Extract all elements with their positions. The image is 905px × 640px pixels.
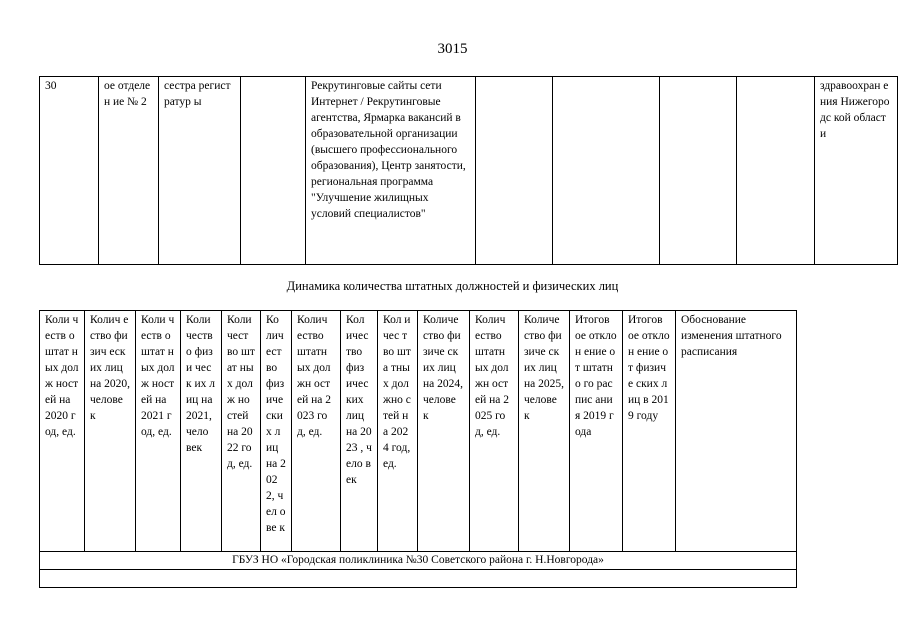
table-cell — [476, 77, 553, 265]
column-header: Кол ичес тво шта тны х дол жно стей на 2024 год, ед. — [378, 311, 418, 552]
column-header: Коли честв о штат ных долж ностей на 2020 год, ед. — [40, 311, 85, 552]
recruitment-sources-cell: Рекрутинговые сайты сети Интернет / Рекрутинговые агентства, Ярмарка вакансий в образовательной организации (высшего профессионального образования), Центр занятости, региональная программа "Улучшение жилищных условий специалистов" — [306, 77, 476, 265]
section-heading: Динамика количества штатных должностей и физических лиц — [286, 279, 619, 293]
table-row — [40, 77, 898, 265]
column-header: Коли чест во штат ных долж ностей на 2022 год, ед. — [222, 311, 261, 552]
column-header: Колич ество штатн ых должн остей на 2023 год, ед. — [292, 311, 341, 552]
column-header: Коли честв о штат ных долж ностей на 2021 год, ед. — [136, 311, 181, 552]
staff-dynamics-table — [39, 310, 797, 588]
empty-row — [40, 570, 797, 588]
column-header: Количе ство физиче ских лиц на 2025, челове к — [519, 311, 570, 552]
table-cell — [241, 77, 306, 265]
column-header: Колич ество штатн ых должн остей на 2025 год, ед. — [470, 311, 519, 552]
column-header: Итогов ое отклон ение от штатно го распис ания 2019 года — [570, 311, 623, 552]
table-cell — [737, 77, 815, 265]
table-cell — [660, 77, 737, 265]
page-number: 3015 — [437, 41, 468, 57]
department-cell: ое отделен ие № 2 — [99, 77, 159, 265]
table-cell — [553, 77, 660, 265]
column-header: Коли честв о физи ческ их лиц на 2021, чело век — [181, 311, 222, 552]
header-row — [40, 311, 797, 552]
column-header: Ко лич ест во физ иче ски х лиц на 202 2, чел ове к — [261, 311, 292, 552]
column-header: Кол ичес тво физ ичес ких лиц на 2023 , чело век — [341, 311, 378, 552]
staffing-table-continuation — [39, 76, 898, 265]
program-cell: здравоохран ения Нижегородс кой области — [815, 77, 898, 265]
organization-name: ГБУЗ НО «Городская поликлиника №30 Советского района г. Н.Новгорода» — [40, 552, 797, 570]
position-cell: сестра регистратур ы — [159, 77, 241, 265]
column-header: Колич ество физич еских лиц на 2020, челове к — [85, 311, 136, 552]
row-number-cell: 30 — [40, 77, 99, 265]
organization-row — [40, 552, 797, 570]
column-header-justification: Обоснование изменения штатного расписания — [676, 311, 797, 552]
empty-cell — [40, 570, 797, 588]
column-header: Количе ство физиче ских лиц на 2024, челове к — [418, 311, 470, 552]
column-header: Итогов ое отклон ение от физиче ских лиц в 2019 году — [623, 311, 676, 552]
